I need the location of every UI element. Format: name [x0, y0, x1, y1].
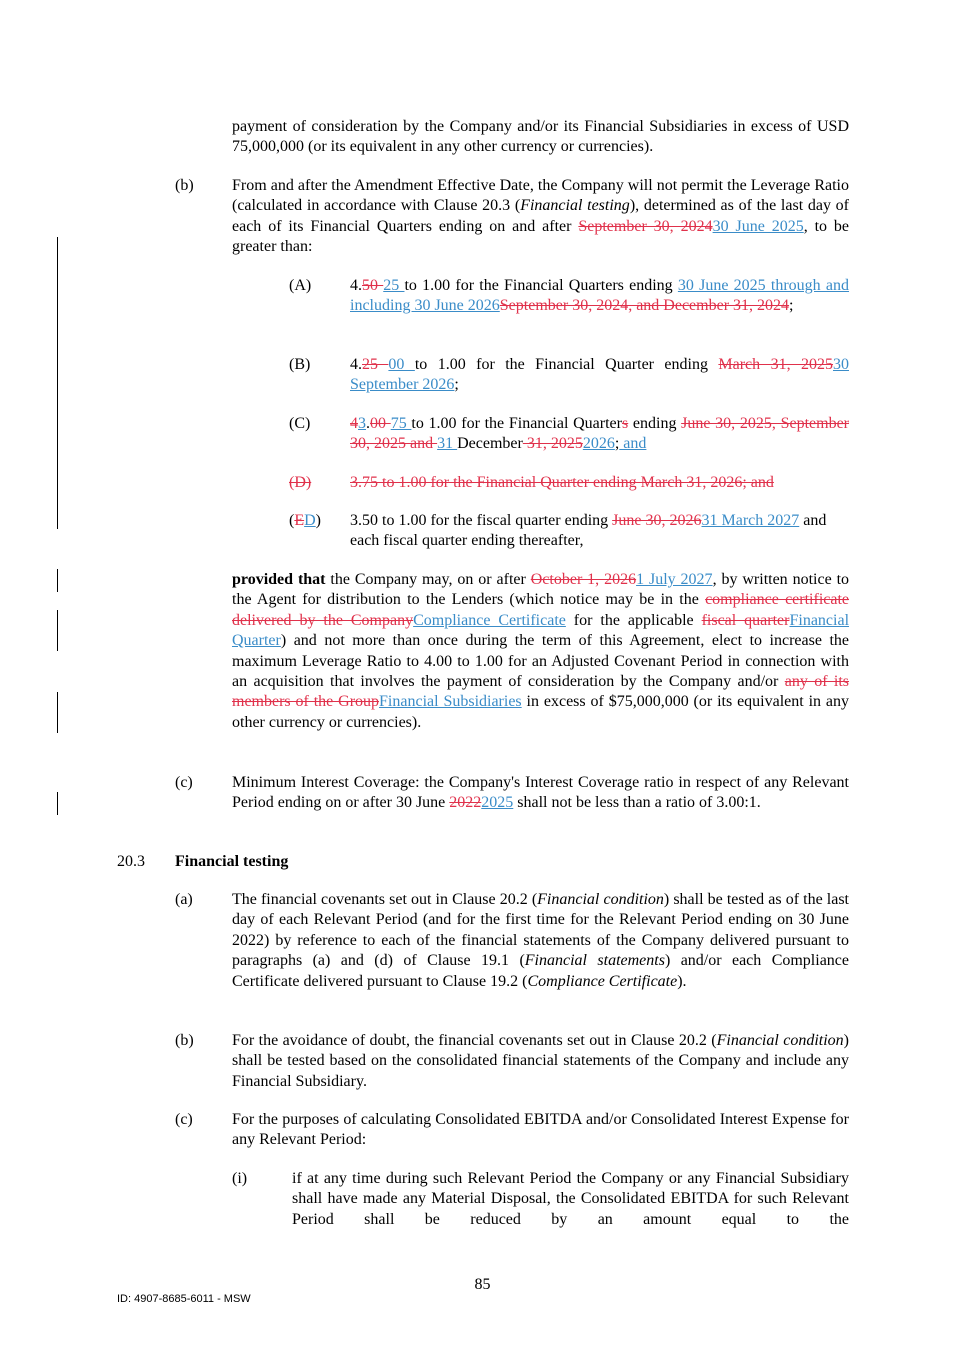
item-c-text: 43.00 75 to 1.00 for the Financial Quarters ending June 30, 2025, September 30, 2025 and 31 December 31, 20252026; and [350, 415, 850, 453]
deleted-text: 2022 [449, 794, 482, 812]
section-title: Financial testing [175, 853, 289, 870]
clause-c-text: Minimum Interest Coverage: the Company's Interest Coverage ratio in respect of any Relevant Period ending on or after 30 June 20222025 shall not be less than a ratio of 3.00:1. [232, 774, 849, 812]
item-a-text: 4.50 25 to 1.00 for the Financial Quarters ending 30 June 2025 through and including 30 June 2026September 30, 2024, and December 31, 2024; [350, 277, 850, 315]
testing-label-a: (a) [175, 891, 193, 908]
clause-label-c: (c) [175, 774, 193, 791]
section-number: 20.3 [117, 853, 145, 870]
inserted-text: 2025 [481, 794, 514, 812]
change-bar [57, 792, 58, 815]
deleted-text: September 30, 2024 [578, 217, 713, 235]
testing-c-text: For the purposes of calculating Consolidated EBITDA and/or Consolidated Interest Expense for any Relevant Period: [232, 1111, 849, 1149]
clause-b-text: From and after the Amendment Effective Date, the Company will not permit the Leverage Ratio (calculated in accordance with Clause 20.3 (Financial testing), determined as of the last day of each of its Financial Quarters ending on and after September 30, 202430 June 2025, to be greater than: [232, 177, 850, 256]
item-label-e: (ED) [289, 512, 321, 529]
inserted-text: 31 [437, 435, 458, 453]
deleted-text: September 30, 2024, and December 31, 2024 [499, 297, 790, 315]
item-label-b: (B) [289, 356, 311, 373]
document-id: ID: 4907-8685-6011 - MSW [117, 1293, 251, 1305]
item-label-c: (C) [289, 415, 311, 432]
deleted-text: fiscal quarter [701, 611, 790, 629]
deleted-text: 3.75 to 1.00 for the Financial Quarter ending March 31, 2026; and [350, 474, 774, 491]
deleted-text: s [621, 415, 629, 432]
deleted-text: October 1, 2026 [530, 571, 637, 588]
change-bar [57, 692, 58, 733]
deleted-text: 4 [350, 415, 358, 432]
deleted-text: June 30, 2026 [612, 512, 702, 529]
item-label-d: (D) [289, 474, 312, 491]
page-number: 85 [474, 1276, 491, 1293]
testing-label-i: (i) [232, 1170, 248, 1187]
inserted-text: Financial Quarter [232, 611, 850, 650]
inserted-text: D [304, 512, 316, 529]
item-d-text [350, 473, 849, 493]
testing-a-text: The financial covenants set out in Clause 20.2 (Financial condition) shall be tested as of the last day of each Relevant Period (and for the first time for the Relevant Period ending on 30 June 2022) by reference to each of the financial statements of the Company delivered pursuant to paragraphs (a) and (d) of Clause 19.1 (Financial statements) and/or each Compliance Certificate delivered pursuant to Clause 19.2 (Compliance Certificate). [232, 891, 850, 990]
deleted-text: compliance certificate delivered by the Company [232, 591, 850, 629]
inserted-text: 25 [383, 277, 405, 294]
inserted-text: 75 [390, 415, 412, 432]
testing-i-text: if at any time during such Relevant Period the Company or any Financial Subsidiary shall have made any Material Disposal, the Consolidated EBITDA for such Relevant Period shall be reduced by an amount equal to the [292, 1170, 849, 1228]
deleted-text: E [294, 512, 305, 529]
testing-b-text: For the avoidance of doubt, the financial covenants set out in Clause 20.2 (Financial condition) shall be tested based on the consolidated financial statements of the Company and include any Financial Subsidiary. [232, 1032, 849, 1090]
change-bar [57, 610, 58, 651]
paragraph-continuation: payment of consideration by the Company and/or its Financial Subsidiaries in excess of USD 75,000,000 (or its equivalent in any other currency or currencies). [232, 118, 849, 156]
deleted-text: any of its members of the Group [232, 673, 850, 711]
testing-label-b: (b) [175, 1032, 194, 1049]
change-bar [57, 237, 58, 529]
inserted-text: Financial Subsidiaries [379, 693, 522, 711]
deleted-text: March 31, 2025 [718, 356, 833, 373]
inserted-text: 3 [358, 415, 366, 432]
inserted-text: 2026 [582, 435, 615, 453]
change-bar [57, 569, 58, 592]
clause-label-b: (b) [175, 177, 194, 194]
deleted-text: 31, 2025 [522, 435, 583, 453]
item-b-text: 4.25 00 to 1.00 for the Financial Quarter ending March 31, 202530 September 2026; [350, 356, 849, 394]
proviso-paragraph: provided that the Company may, on or after October 1, 20261 July 2027, by written notice to the Agent for distribution to the Lenders (which notice may be in the compliance certificate delivered by the CompanyCompliance Certificate for the applicable fiscal quarterFinancial Quarter) and not more than once during the term of this Agreement, elect to increase the maximum Leverage Ratio to 4.00 to 1.00 for an Adjusted Covenant Period in connection with an acquisition that involves the payment of consideration by the Company and/or any of its members of the GroupFinancial Subsidiaries in excess of $75,000,000 (or its equivalent in any other currency or currencies). [232, 571, 850, 731]
deleted-text: 25 [362, 356, 389, 373]
inserted-text: 31 March 2027 [701, 512, 800, 529]
inserted-text: Compliance Certificate [413, 611, 566, 629]
inserted-text: 1 July 2027 [636, 571, 713, 588]
inserted-text: and [619, 435, 647, 453]
inserted-text: 00 [388, 356, 415, 373]
inserted-text: 30 June 2025 [712, 217, 804, 235]
testing-label-c: (c) [175, 1111, 193, 1128]
deleted-text: 00 [370, 415, 391, 432]
inserted-text: 30 June 2025 through and including 30 June 2026 [350, 277, 850, 315]
item-e-text: 3.50 to 1.00 for the fiscal quarter ending June 30, 202631 March 2027 and each fiscal quarter ending thereafter, [350, 512, 827, 550]
deleted-text: 50 [362, 277, 384, 294]
item-label-a: (A) [289, 277, 312, 294]
inserted-text: 30 September 2026 [350, 356, 849, 394]
deleted-text: June 30, 2025, September 30, 2025 and [350, 415, 850, 453]
